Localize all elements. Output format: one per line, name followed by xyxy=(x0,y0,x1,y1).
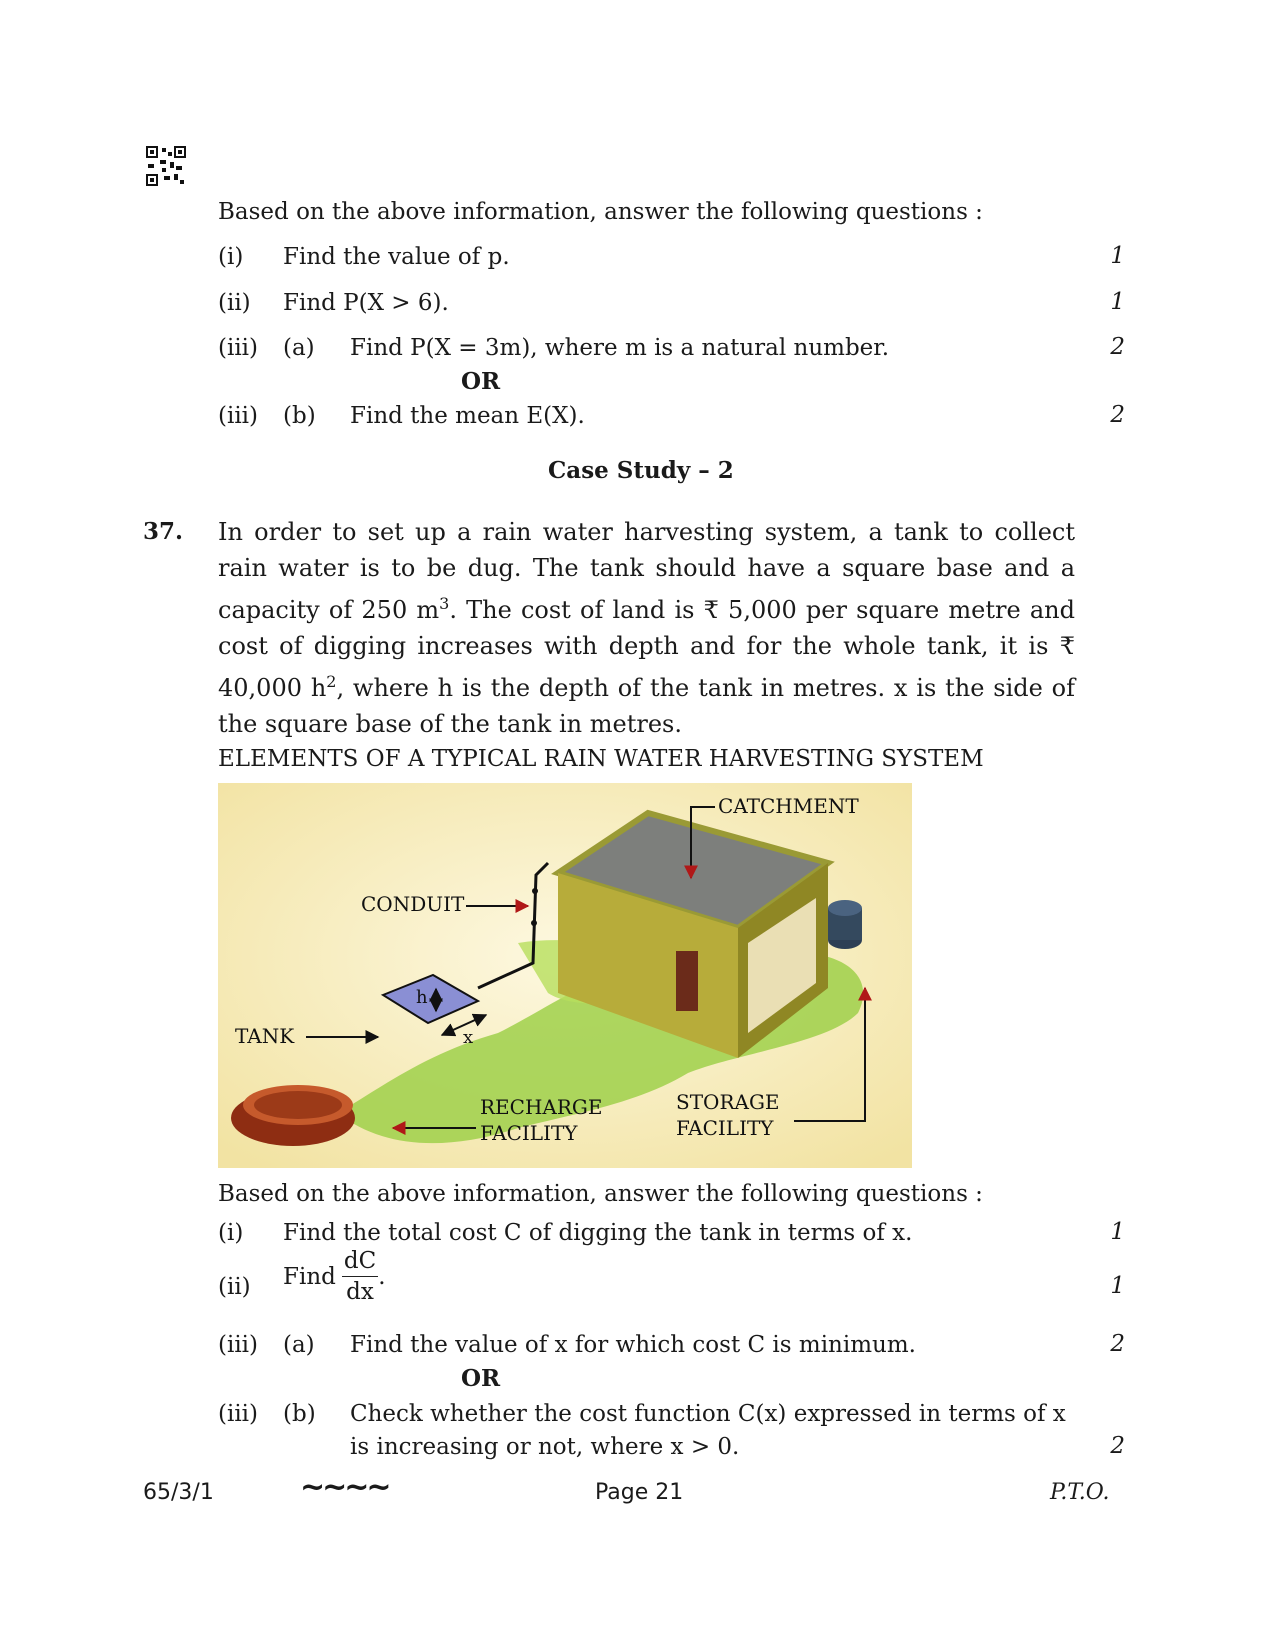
qr-code-icon xyxy=(146,146,186,186)
q37-iii-b-marks: 2 xyxy=(1110,1433,1125,1459)
q36-ii-number: (ii) xyxy=(218,290,251,316)
page-number: Page 21 xyxy=(595,1480,684,1505)
intro-text-bottom: Based on the above information, answer the following questions : xyxy=(218,1181,983,1207)
paper-code: 65/3/1 xyxy=(143,1480,214,1505)
q37-para-part2: . The cost of land is ₹ 5,000 per square metre and cost of digging increases with depth and for the whole tank, it is ₹ 40,000 h xyxy=(218,596,1076,702)
q37-sup-square: 2 xyxy=(326,672,337,691)
q36-i-number: (i) xyxy=(218,244,244,270)
storage-label-line2: FACILITY xyxy=(676,1116,774,1140)
q36-ii-text: Find P(X > 6). xyxy=(283,290,449,316)
q37-ii-find: Find xyxy=(283,1263,336,1290)
q37-iii-b-text-line1: Check whether the cost function C(x) expressed in terms of x xyxy=(350,1401,1066,1427)
fraction-denominator: dx xyxy=(346,1279,374,1305)
q36-iii-b-text: Find the mean E(X). xyxy=(350,403,585,429)
q37-sup-cube: 3 xyxy=(439,594,450,613)
q37-iii-b-sub: (b) xyxy=(283,1401,316,1427)
storage-label-line1: STORAGE xyxy=(676,1090,780,1114)
q36-ii-marks: 1 xyxy=(1110,289,1125,315)
x-label: x xyxy=(463,1027,474,1048)
q37-iii-a-marks: 2 xyxy=(1110,1331,1125,1357)
tank-label: TANK xyxy=(235,1024,295,1048)
q37-iii-b-text-line2: is increasing or not, where x > 0. xyxy=(350,1434,740,1460)
q36-iii-a-marks: 2 xyxy=(1110,334,1125,360)
q37-ii-number: (ii) xyxy=(218,1274,251,1300)
q37-i-text: Find the total cost C of digging the tank in terms of x. xyxy=(283,1220,913,1246)
case-study-heading: Case Study – 2 xyxy=(548,457,734,484)
q37-ii-expression xyxy=(283,1246,386,1307)
q37-i-number: (i) xyxy=(218,1220,244,1246)
q36-iii-a-text: Find P(X = 3m), where m is a natural number. xyxy=(350,335,890,361)
figure-title: ELEMENTS OF A TYPICAL RAIN WATER HARVESTING SYSTEM xyxy=(218,746,984,772)
house-door xyxy=(676,951,698,1011)
q37-iii-a-sub: (a) xyxy=(283,1332,315,1358)
q37-i-marks: 1 xyxy=(1110,1219,1125,1245)
q36-iii-b-marks: 2 xyxy=(1110,402,1125,428)
tilde-decoration: ~~~~ xyxy=(300,1470,389,1505)
conduit-label: CONDUIT xyxy=(361,892,465,916)
q36-i-marks: 1 xyxy=(1110,243,1125,269)
q36-iii-a-sub: (a) xyxy=(283,335,315,361)
or-label-1: OR xyxy=(461,368,501,395)
q37-iii-b-number: (iii) xyxy=(218,1401,259,1427)
catchment-label: CATCHMENT xyxy=(718,794,859,818)
or-label-2: OR xyxy=(461,1365,501,1392)
pto-label: P.T.O. xyxy=(1050,1480,1110,1505)
q37-para-part3: , where h is the depth of the tank in metres. x is the side of the square base of the tank in metres. xyxy=(218,674,1076,738)
question-number: 37. xyxy=(143,518,184,545)
intro-text-top: Based on the above information, answer the following questions : xyxy=(218,199,983,225)
fraction-numerator: dC xyxy=(342,1246,378,1277)
recharge-label-line2: FACILITY xyxy=(480,1121,578,1145)
q36-iii-a-number: (iii) xyxy=(218,335,259,361)
q37-para-part1: In order to set up a rain water harvesting system, a tank to collect rain water is to be dug. The tank should have a square base and a capacity of 250 m xyxy=(218,518,1075,624)
q37-ii-period: . xyxy=(378,1263,386,1290)
q36-iii-b-number: (iii) xyxy=(218,403,259,429)
recharge-label-line1: RECHARGE xyxy=(480,1095,603,1119)
q36-i-text: Find the value of p. xyxy=(283,244,510,270)
q37-iii-a-number: (iii) xyxy=(218,1332,259,1358)
fraction-dc-dx xyxy=(342,1246,378,1307)
rainwater-harvesting-figure xyxy=(218,783,912,1168)
q37-ii-marks: 1 xyxy=(1110,1273,1125,1299)
h-label: h xyxy=(416,987,428,1008)
q36-iii-b-sub: (b) xyxy=(283,403,316,429)
q37-paragraph xyxy=(218,514,1075,742)
q37-iii-a-text: Find the value of x for which cost C is minimum. xyxy=(350,1332,916,1358)
